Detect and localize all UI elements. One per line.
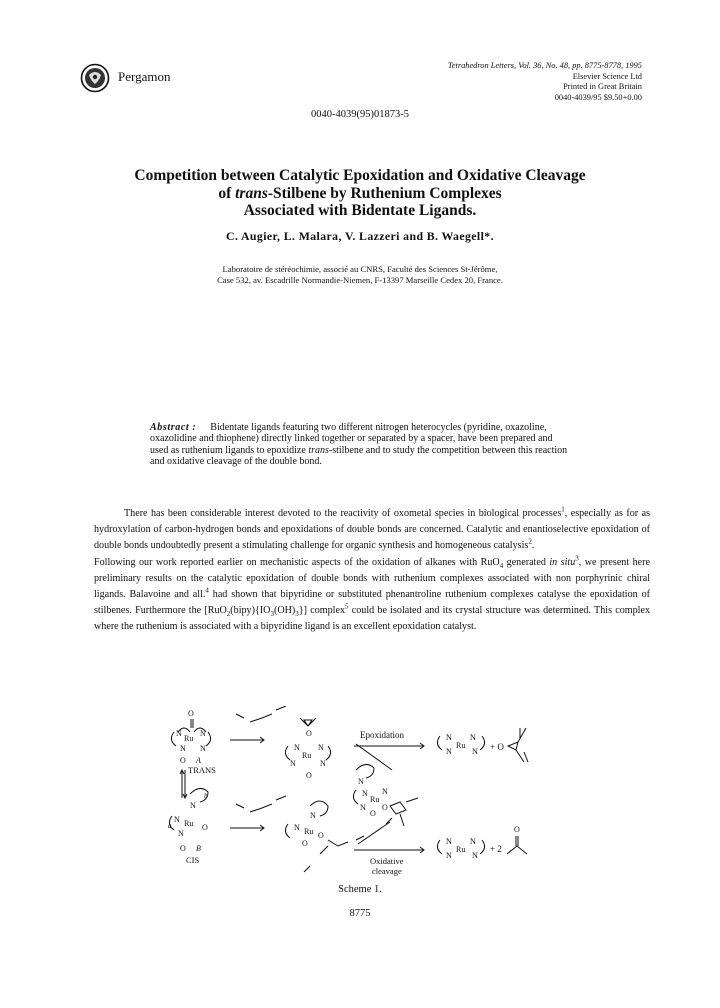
complex-b-o2: O bbox=[180, 844, 186, 853]
int-bot-n2: N bbox=[294, 823, 300, 832]
journal-info bbox=[448, 61, 642, 103]
int-mid-ru: Ru bbox=[370, 795, 380, 804]
prod-top-n1: N bbox=[446, 733, 452, 742]
int-mid-n1: N bbox=[358, 777, 364, 786]
complex-a-ru: Ru bbox=[184, 734, 194, 743]
doi: 0040-4039(95)01873-5 bbox=[311, 109, 409, 120]
cleavage-label: cleavage bbox=[372, 866, 402, 876]
oxidative-label: Oxidative bbox=[370, 856, 404, 866]
product-top bbox=[437, 728, 528, 762]
p2-text-d: had shown that bipyridine or substituted phenantroline ruthenium complexes catalyse the epoxidation of stilbenes. Furthermore the [RuO bbox=[94, 589, 650, 617]
abstract-text-b: -stilbene and to study the competition between this reaction and oxidative cleavage of the double bond. bbox=[150, 444, 568, 467]
int-mid-n4: N bbox=[360, 803, 366, 812]
paragraph-1 bbox=[94, 506, 650, 555]
p2-sub-3: 3 bbox=[270, 610, 274, 619]
paper-title bbox=[60, 167, 660, 220]
complex-b-ru: Ru bbox=[184, 819, 194, 828]
prod-top-n2: N bbox=[470, 733, 476, 742]
p1-ref-1: 1 bbox=[561, 505, 565, 514]
journal-citation: Tetrahedron Letters, Vol. 36, No. 48, pp. 8775-8778, 1995 bbox=[447, 61, 642, 70]
complex-b-n2: N bbox=[174, 815, 180, 824]
complex-b-n1: N bbox=[190, 801, 196, 810]
p1-text-b: , especially as for as hydroxylation of carbon-hydrogen bonds and epoxidations of double bonds are concerned. Catalytic and enantioselective epoxidation of double bonds undoubtedly present a stimulating challenge for organic synthesis and homogeneous catalysis bbox=[94, 508, 650, 552]
int-top-ru: Ru bbox=[302, 751, 312, 760]
p2-sub-1: 4 bbox=[499, 561, 504, 570]
complex-a-n2: N bbox=[200, 729, 206, 738]
complex-a-label: A bbox=[196, 756, 201, 765]
p2-text-f: (OH) bbox=[273, 605, 296, 617]
page-number: 8775 bbox=[349, 908, 371, 919]
int-top-o2: O bbox=[306, 771, 312, 780]
cis-label: CIS bbox=[186, 855, 200, 865]
prod-top-n4: N bbox=[472, 747, 478, 756]
body-text bbox=[94, 506, 650, 636]
prod-top-ru: Ru bbox=[456, 741, 466, 750]
p2-sub-4: 3 bbox=[295, 610, 299, 619]
complex-b-label-a: a bbox=[168, 822, 172, 830]
epoxidation-label: Epoxidation bbox=[360, 730, 404, 740]
prod-bot-ru: Ru bbox=[456, 845, 466, 854]
int-mid-n2: N bbox=[362, 789, 368, 798]
int-mid-o1: O bbox=[382, 803, 388, 812]
p2-ref-4: 4 bbox=[205, 586, 209, 595]
intermediate-bottom bbox=[285, 801, 364, 872]
intermediate-top bbox=[285, 718, 330, 780]
prod-bot-n1: N bbox=[446, 837, 452, 846]
abstract-text-italic: trans bbox=[308, 444, 329, 456]
p1-text-a: There has been considerable interest devoted to the reactivity of oxometal species in biological processes bbox=[124, 508, 562, 519]
complex-a-n3: N bbox=[180, 744, 186, 753]
p2-ref-3: 3 bbox=[575, 554, 579, 563]
title-line-2-italic: trans bbox=[235, 184, 268, 202]
int-mid-o2: O bbox=[370, 809, 376, 818]
journal-publisher: Elsevier Science Ltd bbox=[572, 71, 642, 81]
plus-epoxide: + O bbox=[490, 742, 504, 752]
int-top-o1: O bbox=[306, 729, 312, 738]
p2-text-b: generated bbox=[503, 556, 550, 568]
plus-two-acetone: + 2 bbox=[490, 844, 502, 854]
complex-a bbox=[171, 709, 216, 775]
journal-printed: Printed in Great Britain bbox=[563, 82, 642, 92]
int-top-n1: N bbox=[294, 743, 300, 752]
prod-bot-n4: N bbox=[472, 851, 478, 860]
stilbene-bottom bbox=[236, 796, 286, 812]
intermediate-middle bbox=[353, 764, 418, 826]
int-bot-o1: O bbox=[318, 831, 324, 840]
complex-b bbox=[168, 788, 208, 865]
int-top-n4: N bbox=[320, 759, 326, 768]
complex-b-label-b: b bbox=[204, 792, 208, 800]
int-bot-ru: Ru bbox=[304, 827, 314, 836]
p2-ref-5: 5 bbox=[345, 602, 349, 611]
p2-text-a: Following our work reported earlier on mechanistic aspects of the oxidation of alkanes with RuO bbox=[94, 556, 500, 568]
prod-bot-n3: N bbox=[446, 851, 452, 860]
trans-label: TRANS bbox=[188, 765, 216, 775]
title-line-2-post: -Stilbene by Ruthenium Complexes bbox=[267, 184, 502, 202]
title-line-1: Competition between Catalytic Epoxidation and Oxidative Cleavage bbox=[134, 167, 586, 184]
abstract bbox=[150, 422, 568, 467]
affiliation-line-1: Laboratoire de stéréochimie, associé au CNRS, Faculté des Sciences St-Jérôme, bbox=[222, 264, 498, 274]
title-line-2-pre: of bbox=[218, 184, 236, 202]
scheme-1-figure bbox=[160, 706, 560, 881]
p2-text-e: (bipy){IO bbox=[230, 605, 271, 617]
int-top-n2: N bbox=[318, 743, 324, 752]
int-bot-n1: N bbox=[310, 811, 316, 820]
product-bottom bbox=[437, 825, 527, 860]
complex-b-o1: O bbox=[202, 823, 208, 832]
complex-b-n3: N bbox=[178, 829, 184, 838]
complex-b-label: B bbox=[196, 844, 201, 853]
complex-a-o-bottom: O bbox=[180, 756, 186, 765]
prod-bot-n2: N bbox=[470, 837, 476, 846]
int-mid-n3: N bbox=[382, 787, 388, 796]
p2-text-g: }] complex bbox=[298, 605, 345, 617]
authors: C. Augier, L. Malara, V. Lazzeri and B. Waegell*. bbox=[226, 229, 494, 243]
paragraph-2 bbox=[94, 555, 650, 636]
title-line-2 bbox=[60, 185, 660, 203]
p2-italic: in situ bbox=[549, 556, 576, 568]
pergamon-logo-icon bbox=[80, 63, 110, 93]
int-top-n3: N bbox=[290, 759, 296, 768]
abstract-text-a: Bidentate ligands featuring two different nitrogen heterocycles (pyridine, oxazoline, oxazolidine and thiophene) directly linked together or separated by a spacer, have been prepared and used as ruthenium ligands to epoxidize bbox=[150, 422, 553, 456]
p2-text-c: , we present here preliminary results on the catalytic epoxidation of double bonds with ruthenium complexes associated with non porphyrinic chiral ligands. Balavoine and all. bbox=[94, 556, 650, 601]
journal-price: 0040-4039/95 $9.50+0.00 bbox=[554, 92, 642, 102]
p1-text-c: . bbox=[531, 540, 535, 552]
stilbene-top bbox=[236, 706, 286, 722]
complex-a-n1: N bbox=[176, 729, 182, 738]
p2-sub-2: 2 bbox=[226, 610, 231, 619]
title-line-3: Associated with Bidentate Ligands. bbox=[243, 202, 477, 219]
scheme-caption: Scheme 1. bbox=[338, 884, 382, 895]
acetone-o: O bbox=[514, 825, 520, 834]
complex-a-n4: N bbox=[200, 744, 206, 753]
affiliation bbox=[0, 264, 720, 286]
p1-ref-2: 2 bbox=[528, 538, 532, 547]
complex-a-o-top: O bbox=[188, 709, 194, 718]
p2-text-h: could be isolated and its crystal structure was determined. This complex where the ruthenium is associated with a bipyridine ligand is an excellent epoxidation catalyst. bbox=[94, 605, 650, 633]
prod-top-n3: N bbox=[446, 747, 452, 756]
abstract-label: Abstract : bbox=[150, 422, 197, 433]
affiliation-line-2: Case 532, av. Escadrille Normandie-Niemen, F-13397 Marseille Cedex 20, France. bbox=[217, 275, 503, 286]
publisher-name: Pergamon bbox=[118, 69, 171, 84]
int-bot-o2: O bbox=[302, 839, 308, 848]
